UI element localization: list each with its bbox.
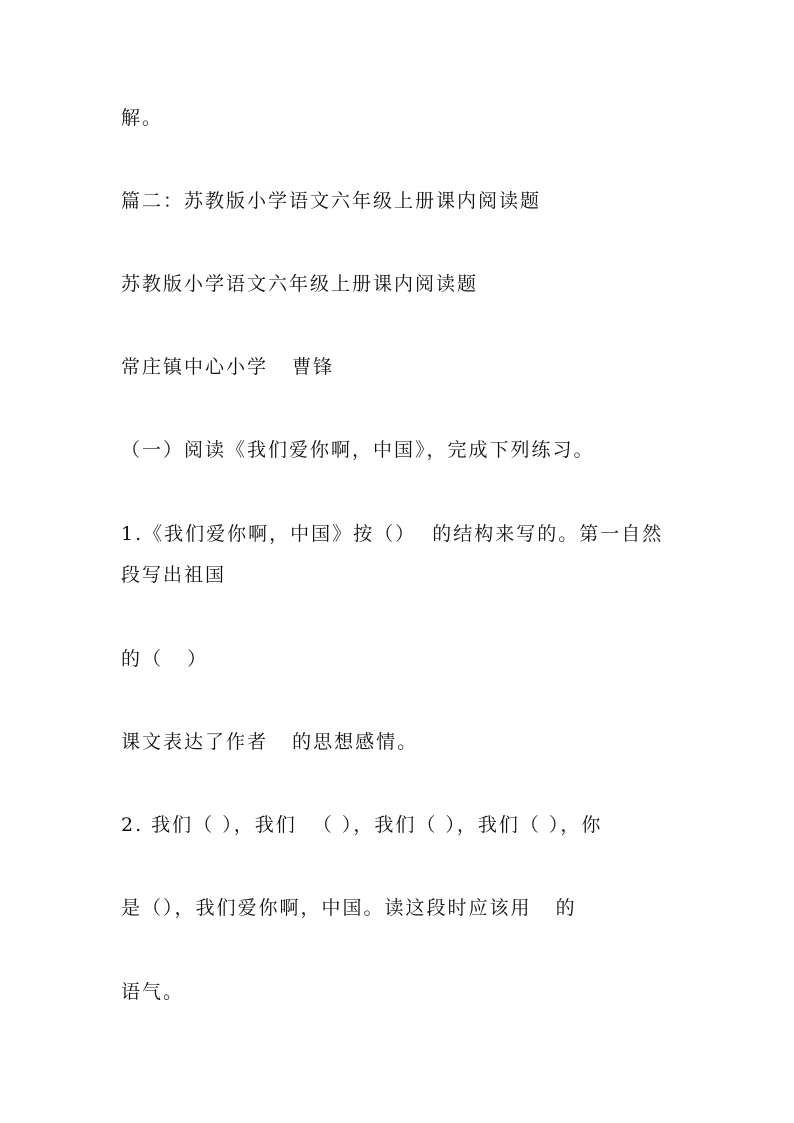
document-title: 苏教版小学语文六年级上册课内阅读题 <box>121 273 479 295</box>
author-line: 常庄镇中心小学 曹锋 <box>121 356 335 378</box>
section-heading: 篇二：苏教版小学语文六年级上册课内阅读题 <box>121 190 542 212</box>
question-1-line-3: 的（ ） <box>121 648 209 670</box>
text-line-fragment-end: 解。 <box>121 107 164 129</box>
question-1-line-4: 课文表达了作者 的思想感情。 <box>121 731 419 753</box>
question-2-line-1: 2. 我们（ ），我们 （ ），我们（ ），我们（ ），你 <box>121 814 603 836</box>
exercise-instruction: （一）阅读《我们爱你啊，中国》，完成下列练习。 <box>121 439 595 461</box>
question-1-line-1: 1.《我们爱你啊，中国》按（） 的结构来写的。第一自然 <box>121 523 664 545</box>
question-2-line-2: 是（），我们爱你啊，中国。读这段时应该用 的 <box>121 897 577 919</box>
question-1-line-2: 段写出祖国 <box>121 564 227 586</box>
question-2-line-3: 语气。 <box>121 981 185 1003</box>
